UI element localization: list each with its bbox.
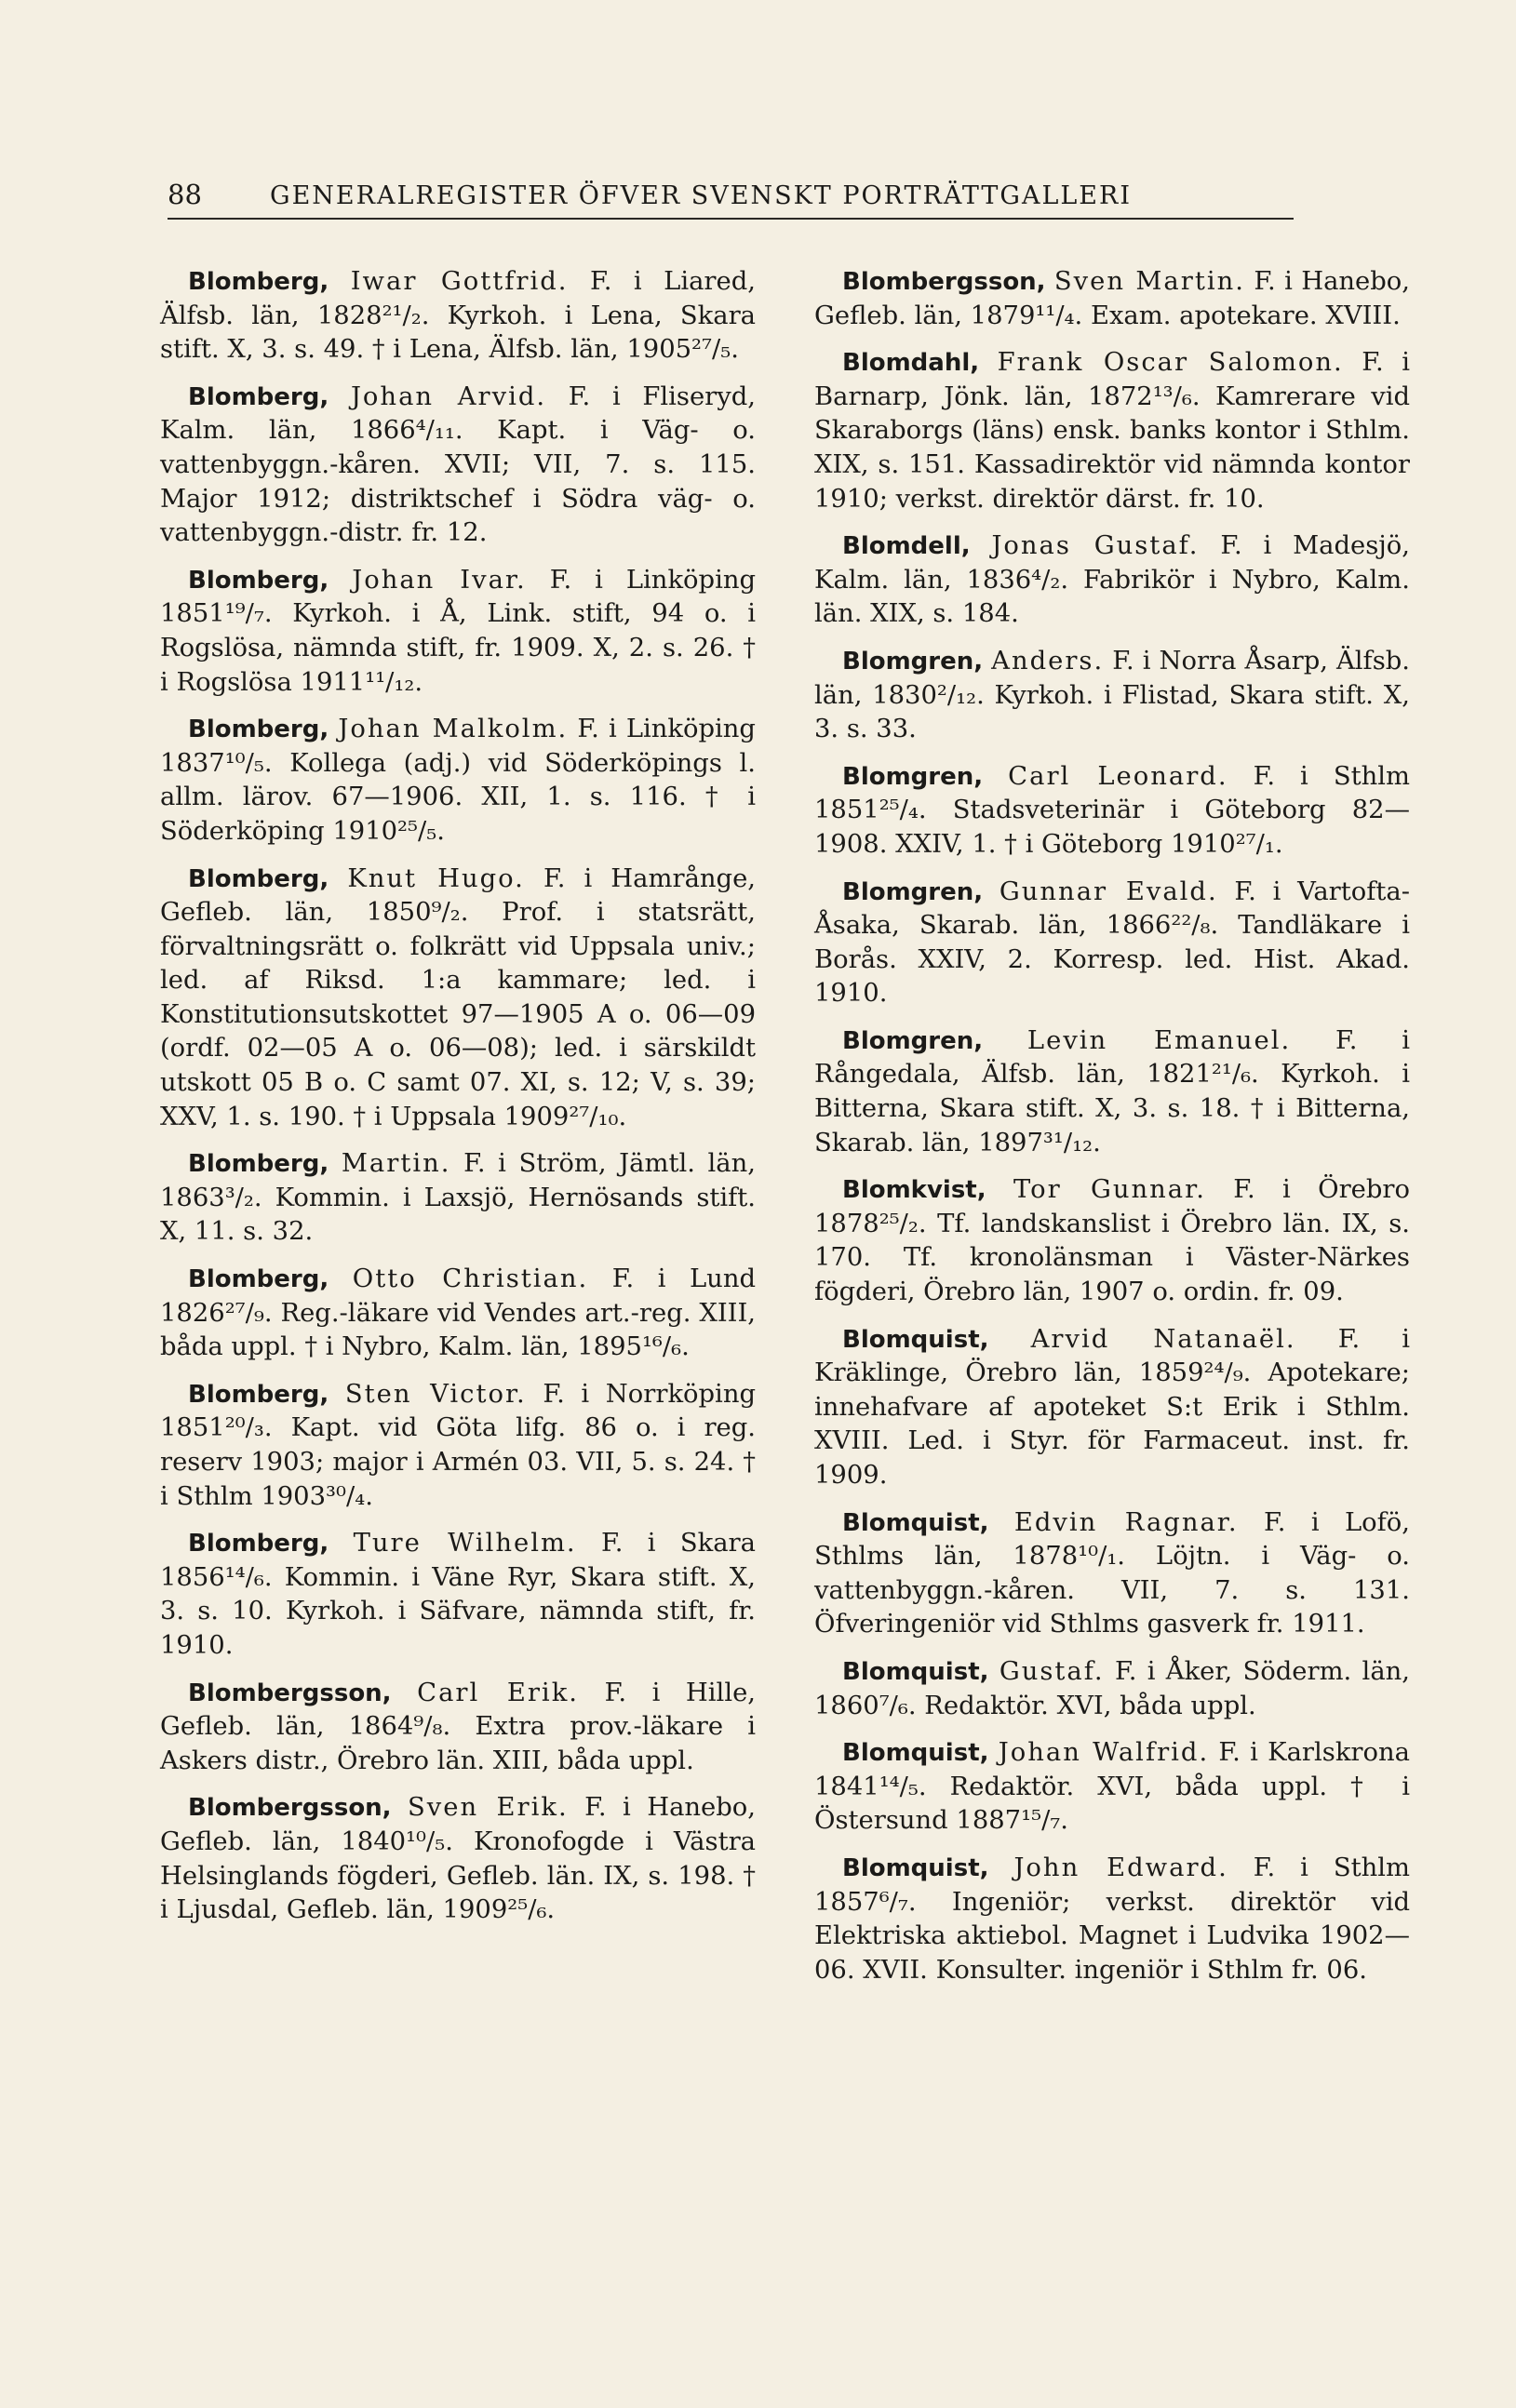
register-entry <box>160 381 756 551</box>
entry-details: F. i Lofö, Sthlms län, 1878¹⁰/₁. Löjtn. i Väg- o. vattenbyggn.-kåren. VII, 7. s. 131. Öfveringeniör vid Sthlms gasverk fr. 1911. <box>814 1507 1410 1639</box>
entry-surname: Blomberg, <box>188 864 329 893</box>
entry-given-names: Johan Malkolm. <box>338 715 569 744</box>
entry-surname: Blomdahl, <box>842 349 980 378</box>
entry-given-names: Sven Martin. <box>1053 267 1245 296</box>
entry-given-names: Gustaf. <box>999 1656 1105 1686</box>
entry-given-names: Levin Emanuel. <box>1026 1025 1292 1055</box>
entry-details: F. i Liared, Älfsb. län, 1828²¹/₂. Kyrkoh. i Lena, Skara stift. X, 3. s. 49. † i Lena, Älfsb. län, 1905²⁷/₅. <box>160 267 756 365</box>
entry-details: F. i Hille, Gefleb. län, 1864⁹/₈. Extra prov.-läkare i Askers distr., Örebro län. XIII, båda uppl. <box>160 1678 756 1775</box>
entry-surname: Blomberg, <box>188 566 329 595</box>
register-entry <box>814 1173 1410 1309</box>
entry-details: F. i Skara 1856¹⁴/₆. Kommin. i Väne Ryr, Skara stift. X, 3. s. 10. Kyrkoh. i Säfvare, nämnda stift, fr. 1910. <box>160 1529 756 1660</box>
entry-surname: Blomgren, <box>842 1026 984 1055</box>
entry-given-names: Ture Wilhelm. <box>353 1529 577 1559</box>
entry-surname: Blomberg, <box>188 268 329 296</box>
entry-details: F. i Sthlm 1857⁶/₇. Ingeniör; verkst. direktör vid Elektriska aktiebol. Magnet i Ludvika 1902—06. XVII. Konsulter. ingeniör i Sthlm fr. 06. <box>814 1853 1410 1985</box>
entry-details: F. i Karlskrona 1841¹⁴/₅. Redaktör. XVI, båda uppl. † i Östersund 1887¹⁵/₇. <box>814 1738 1410 1836</box>
entry-details: F. i Linköping 1851¹⁹/₇. Kyrkoh. i Å, Link. stift, 94 o. i Rogslösa, nämnda stift, fr. 1909. X, 2. s. 26. † i Rogslösa 1911¹¹/₁₂. <box>160 565 757 697</box>
entry-given-names: Gunnar Evald. <box>999 876 1218 906</box>
register-entry <box>160 1378 756 1514</box>
entry-surname: Blomkvist, <box>842 1176 986 1205</box>
entry-surname: Blomquist, <box>842 1739 989 1768</box>
entry-surname: Blomdell, <box>842 532 971 561</box>
entry-given-names: Martin. <box>341 1149 451 1179</box>
entry-surname: Blomberg, <box>188 1265 329 1294</box>
page-header <box>168 179 1294 220</box>
entry-given-names: Arvid Natanaël. <box>1030 1324 1296 1354</box>
entry-surname: Blomberg, <box>188 1530 329 1559</box>
register-entry <box>814 876 1410 1011</box>
entry-details: F. i Norra Åsarp, Älfsb. län, 1830²/₁₂. Kyrkoh. i Flistad, Skara stift. X, 3. s. 33. <box>814 646 1410 744</box>
entry-given-names: Iwar Gottfrid. <box>350 267 569 296</box>
entry-given-names: Knut Hugo. <box>347 863 525 893</box>
entry-surname: Blomberg, <box>188 1380 329 1409</box>
entry-surname: Blombergsson, <box>842 268 1046 296</box>
register-entry <box>160 1147 756 1250</box>
entry-given-names: Jonas Gustaf. <box>991 531 1200 561</box>
register-entry <box>160 1263 756 1365</box>
entry-details: F. i Hamrånge, Gefleb. län, 1850⁹/₂. Prof. i statsrätt, förvaltningsrätt o. folkrätt vid Uppsala univ.; led. af Riksd. 1:a kammare; led. i Konstitutionsutskottet 97—1905 A o. 06—09 (ordf. 02—05 A o. 06—08); led. i särskildt utskott 05 B o. C samt 07. XI, s. 12; V, s. 39; XXV, 1. s. 190. † i Uppsala 1909²⁷/₁₀. <box>160 863 756 1131</box>
entry-surname: Blomquist, <box>842 1508 989 1537</box>
register-entry <box>160 265 756 368</box>
entry-surname: Blomquist, <box>842 1325 989 1354</box>
register-entry <box>814 529 1410 632</box>
entry-details: F. i Hanebo, Gefleb. län, 1879¹¹/₄. Exam. apotekare. XVIII. <box>814 267 1411 330</box>
entry-surname: Blomberg, <box>188 1150 329 1179</box>
register-entry <box>814 265 1410 333</box>
register-entry <box>814 1655 1410 1723</box>
entry-details: F. i Åker, Söderm. län, 1860⁷/₆. Redaktör. XVI, båda uppl. <box>814 1656 1410 1720</box>
entry-details: F. i Kräklinge, Örebro län, 1859²⁴/₉. Apotekare; innehafvare af apoteket S:t Erik i Sthlm. XVIII. Led. i Styr. för Farmaceut. inst. fr. 1909. <box>814 1324 1410 1490</box>
entry-surname: Blomberg, <box>188 716 329 744</box>
entry-surname: Blomquist, <box>842 1657 989 1686</box>
register-entry <box>814 1024 1410 1160</box>
entry-details: F. i Lund 1826²⁷/₉. Reg.-läkare vid Vendes art.-reg. XIII, båda uppl. † i Nybro, Kalm. län, 1895¹⁶/₆. <box>160 1264 756 1362</box>
register-entry <box>160 1677 756 1779</box>
register-entry <box>814 1852 1410 1987</box>
entry-given-names: Johan Walfrid. <box>998 1738 1210 1768</box>
entry-given-names: Tor Gunnar. <box>1013 1175 1206 1205</box>
register-entry <box>160 564 756 700</box>
entry-details: F. i Sthlm 1851²⁵/₄. Stadsveterinär i Göteborg 82—1908. XXIV, 1. † i Göteborg 1910²⁷/₁. <box>814 761 1410 859</box>
entry-given-names: Frank Oscar Salomon. <box>997 348 1344 378</box>
entry-details: F. i Vartofta-Åsaka, Skarab. län, 1866²²/₈. Tandläkare i Borås. XXIV, 2. Korresp. led. Hist. Akad. 1910. <box>814 876 1410 1009</box>
entry-surname: Blomgren, <box>842 647 984 676</box>
entry-details: F. i Linköping 1837¹⁰/₅. Kollega (adj.) vid Söderköpings l. allm. lärov. 67—1906. XII, 1. s. 116. † i Söderköping 1910²⁵/₅. <box>160 715 756 846</box>
register-entry <box>814 760 1410 863</box>
entry-given-names: Edvin Ragnar. <box>1013 1507 1239 1537</box>
register-entry <box>160 1791 756 1927</box>
entry-details: F. i Barnarp, Jönk. län, 1872¹³/₆. Kamrerare vid Skaraborgs (läns) ensk. banks kontor i Sthlm. XIX, s. 151. Kassadirektör vid nämnda kontor 1910; verkst. direktör därst. fr. 10. <box>814 348 1410 514</box>
right-column <box>814 265 1410 2000</box>
register-entry <box>814 1323 1410 1493</box>
page-number: 88 <box>168 179 202 210</box>
running-title: GENERALREGISTER ÖFVER SVENSKT PORTRÄTTGALLERI <box>270 181 1133 210</box>
entry-details: F. i Örebro 1878²⁵/₂. Tf. landskanslist i Örebro län. IX, s. 170. Tf. kronolänsman i Väster-Närkes fögderi, Örebro län, 1907 o. ordin. fr. 09. <box>814 1175 1410 1307</box>
entry-surname: Blombergsson, <box>188 1794 392 1823</box>
register-entry <box>814 1736 1410 1839</box>
entry-surname: Blomberg, <box>188 382 329 411</box>
entry-surname: Blomquist, <box>842 1853 989 1882</box>
entry-given-names: Carl Erik. <box>417 1678 579 1707</box>
left-column <box>160 265 756 1941</box>
entry-details: F. i Ström, Jämtl. län, 1863³/₂. Kommin. i Laxsjö, Hernösands stift. X, 11. s. 32. <box>160 1149 756 1247</box>
entry-given-names: John Edward. <box>1013 1853 1228 1882</box>
entry-surname: Blomgren, <box>842 762 984 791</box>
entry-given-names: Otto Christian. <box>352 1264 589 1294</box>
entry-given-names: Johan Ivar. <box>352 565 527 595</box>
entry-surname: Blomgren, <box>842 877 984 906</box>
register-entry <box>814 1506 1410 1642</box>
entry-details: F. i Madesjö, Kalm. län, 1836⁴/₂. Fabrikör i Nybro, Kalm. län. XIX, s. 184. <box>814 531 1410 629</box>
register-entry <box>814 346 1410 516</box>
register-entry <box>160 1527 756 1663</box>
register-entry <box>814 645 1410 747</box>
entry-given-names: Carl Leonard. <box>1008 761 1228 791</box>
entry-details: F. i Norrköping 1851²⁰/₃. Kapt. vid Göta lifg. 86 o. i reg. reserv 1903; major i Armén 03. VII, 5. s. 24. † i Sthlm 1903³⁰/₄. <box>160 1379 756 1511</box>
entry-surname: Blombergsson, <box>188 1679 392 1707</box>
entry-given-names: Johan Arvid. <box>350 381 547 411</box>
entry-given-names: Anders. <box>991 646 1105 676</box>
register-entry <box>160 863 756 1135</box>
entry-given-names: Sven Erik. <box>408 1793 569 1823</box>
entry-details: F. i Hanebo, Gefleb. län, 1840¹⁰/₅. Kronofogde i Västra Helsinglands fögderi, Gefleb. län. IX, s. 198. † i Ljusdal, Gefleb. län, 1909²⁵/₆. <box>160 1793 756 1925</box>
entry-details: F. i Fliseryd, Kalm. län, 1866⁴/₁₁. Kapt. i Väg- o. vattenbyggn.-kåren. XVII; VII, 7. s. 115. Major 1912; distriktschef i Södra väg- o. vattenbyggn.-distr. fr. 12. <box>160 381 756 548</box>
entry-given-names: Sten Victor. <box>344 1379 527 1409</box>
entry-details: F. i Rångedala, Älfsb. län, 1821²¹/₆. Kyrkoh. i Bitterna, Skara stift. X, 3. s. 18. † i Bitterna, Skarab. län, 1897³¹/₁₂. <box>814 1025 1410 1157</box>
register-entry <box>160 713 756 849</box>
